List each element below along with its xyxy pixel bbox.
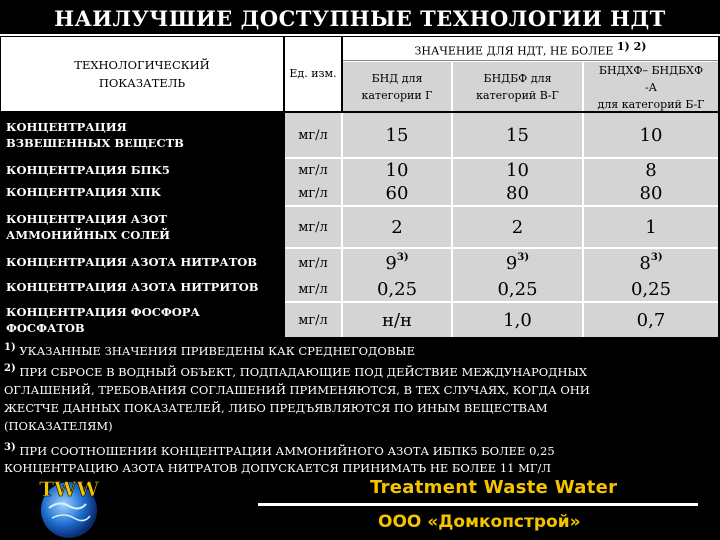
value-cell: 15 [453, 113, 584, 157]
header-span-note: 1) 2) [616, 40, 647, 53]
header-indicator-line2: ПОКАЗАТЕЛЬ [98, 76, 186, 90]
value-cell: 2 [453, 207, 584, 247]
header-unit: Ед. изм. [285, 37, 343, 111]
header-col2-line1: БНДБФ для [483, 72, 552, 85]
row-label-line1: КОНЦЕНТРАЦИЯ [6, 120, 127, 134]
footnote-text: ПРИ СБРОСЕ В ВОДНЫЙ ОБЪЕКТ, ПОДПАДАЮЩИЕ ПОД ДЕЙСТВИЕ МЕЖДУНАРОДНЫХ [19, 364, 588, 379]
header-col1 [343, 61, 453, 111]
row-label-line2: ФОСФАТОВ [6, 321, 85, 335]
value-cell: 80 [453, 181, 584, 205]
value-cell: 10 [584, 113, 718, 157]
header-indicator-line1: ТЕХНОЛОГИЧЕСКИЙ [74, 58, 210, 72]
row-label [1, 249, 285, 275]
row-label [1, 275, 285, 299]
header-col2 [453, 61, 584, 111]
row-unit: мг/л [285, 249, 343, 277]
header-col1-line2: категории Г [361, 89, 433, 102]
footnote-mark: 3) [4, 441, 16, 453]
row-label-line1: КОНЦЕНТРАЦИЯ АЗОТА НИТРИТОВ [6, 280, 259, 294]
value-footnote: 3) [517, 251, 530, 263]
footnote-2 [4, 360, 716, 381]
value-cell: 60 [343, 181, 453, 205]
header-span-text: ЗНАЧЕНИЕ ДЛЯ НДТ, НЕ БОЛЕЕ [414, 44, 614, 58]
value-cell: 0,25 [584, 277, 718, 301]
header-col1-line1: БНД для [371, 72, 423, 85]
value-cell: 8 [584, 159, 718, 181]
row-unit: мг/л [285, 113, 343, 157]
value-cell [584, 249, 718, 277]
value-cell: 0,7 [584, 303, 718, 337]
footnote-text: УКАЗАННЫЕ ЗНАЧЕНИЯ ПРИВЕДЕНЫ КАК СРЕДНЕГОДОВЫЕ [19, 343, 415, 358]
row-label-line2: ВЗВЕШЕННЫХ ВЕЩЕСТВ [6, 136, 184, 150]
row-label-line2: АММОНИЙНЫХ СОЛЕЙ [6, 228, 171, 242]
row-label [1, 207, 285, 247]
row-label [1, 159, 285, 181]
header-col3-line2: -А [644, 81, 658, 94]
logo-text: TWW [39, 477, 99, 501]
footnote-3-line2: КОНЦЕНТРАЦИЮ АЗОТА НИТРАТОВ ДОПУСКАЕТСЯ ПРИНИМАТЬ НЕ БОЛЕЕ 11 МГ/Л [4, 461, 551, 476]
value-text: 8 [639, 252, 651, 274]
footnote-3 [4, 439, 716, 460]
value-footnote: 3) [650, 251, 663, 263]
brand-name-ru: ООО «Домкопстрой» [378, 512, 581, 532]
row-label-line1: КОНЦЕНТРАЦИЯ БПК5 [6, 163, 170, 177]
footnote-2-line4: (ПОКАЗАТЕЛЯМ) [4, 418, 113, 433]
row-unit: мг/л [285, 303, 343, 337]
footnote-text: ПРИ СООТНОШЕНИИ КОНЦЕНТРАЦИИ АММОНИЙНОГО АЗОТА ИБПК5 БОЛЕЕ 0,25 [19, 443, 555, 458]
value-cell: 80 [584, 181, 718, 205]
value-cell: 1 [584, 207, 718, 247]
row-label [1, 303, 285, 337]
row-label-line1: КОНЦЕНТРАЦИЯ ХПК [6, 185, 162, 199]
ndt-table [1, 37, 718, 337]
footnotes [4, 339, 716, 477]
value-cell: 0,25 [343, 277, 453, 301]
row-label [1, 181, 285, 203]
value-text: 9 [385, 252, 397, 274]
header-col2-line2: категорий В-Г [476, 89, 559, 102]
footnote-mark: 1) [4, 342, 16, 353]
value-text: 9 [505, 252, 518, 274]
header-indicator [1, 37, 285, 111]
row-unit: мг/л [285, 181, 343, 205]
tww-logo [24, 470, 114, 540]
value-footnote: 3) [396, 251, 409, 263]
value-cell: н/н [343, 303, 453, 337]
footnote-mark: 2) [4, 362, 16, 374]
value-cell: 10 [453, 159, 584, 181]
row-label-line1: КОНЦЕНТРАЦИЯ АЗОТ [6, 212, 168, 226]
row-unit: мг/л [285, 277, 343, 301]
header-col3-line3: для категорий Б-Г [597, 98, 705, 111]
title-divider [0, 34, 720, 36]
footnote-2-line2: ОГЛАШЕНИЙ, ТРЕБОВАНИЯ СОГЛАШЕНИЙ ПРИМЕНЯЮТСЯ, В ТЕХ СЛУЧАЯХ, КОГДА ОНИ [4, 382, 590, 397]
value-cell: 1,0 [453, 303, 584, 337]
footnote-2-line3: ЖЕСТЧЕ ДАННЫХ ПОКАЗАТЕЛЕЙ, ЛИБО ПРЕДЪЯВЛЯЮТСЯ ПО ИНЫМ ВЕЩЕСТВАМ [4, 400, 548, 415]
page-title: НАИЛУЧШИЕ ДОСТУПНЫЕ ТЕХНОЛОГИИ НДТ [54, 6, 666, 31]
value-cell: 0,25 [453, 277, 584, 301]
value-cell [453, 249, 584, 277]
value-cell: 10 [343, 159, 453, 181]
row-label-line1: КОНЦЕНТРАЦИЯ АЗОТА НИТРАТОВ [6, 255, 257, 269]
footnote-1 [4, 339, 716, 360]
row-unit: мг/л [285, 159, 343, 181]
row-label-line1: КОНЦЕНТРАЦИЯ ФОСФОРА [6, 305, 200, 319]
row-label [1, 113, 285, 157]
footer-divider [258, 503, 698, 506]
value-cell [343, 249, 453, 277]
header-col3-line1: БНДХФ– БНДБХФ [598, 64, 704, 77]
brand-name-en: Treatment Waste Water [370, 477, 618, 498]
value-cell: 15 [343, 113, 453, 157]
header-col3 [584, 61, 718, 111]
row-unit: мг/л [285, 207, 343, 247]
header-span [343, 37, 718, 61]
value-cell: 2 [343, 207, 453, 247]
